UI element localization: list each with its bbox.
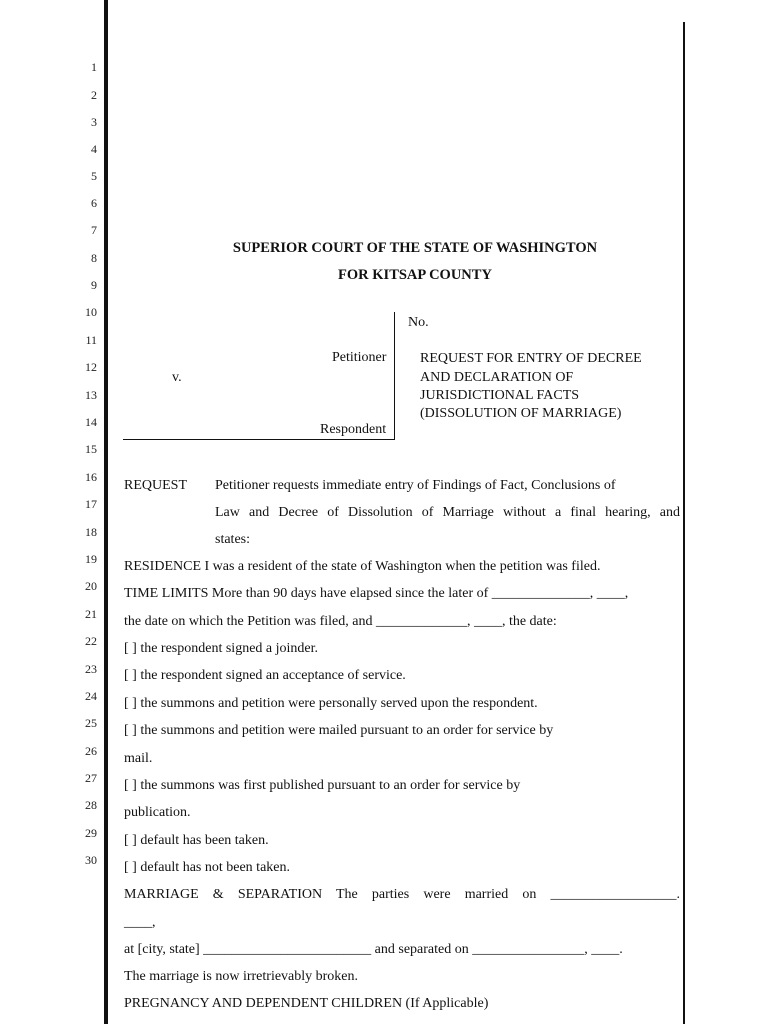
left-margin-rule (104, 0, 108, 1024)
checkbox-option: publication. (124, 805, 191, 820)
checkbox-option: [ ] the summons and petition were mailed pursuant to an order for service by (124, 723, 554, 738)
court-county: FOR KITSAP COUNTY (338, 267, 492, 283)
line-number: 14 (85, 415, 97, 429)
checkbox-option: [ ] default has been taken. (124, 833, 269, 848)
line-number: 13 (85, 388, 97, 402)
line-number: 11 (85, 333, 97, 347)
line-number: 27 (85, 771, 97, 785)
line-number: 30 (85, 853, 97, 867)
line-number: 6 (91, 196, 97, 210)
marriage-paragraph: MARRIAGE & SEPARATION The parties were married on __________________. (124, 887, 680, 902)
time-limits-paragraph: the date on which the Petition was filed, and _____________, ____, the date: (124, 614, 557, 629)
line-number: 8 (91, 251, 97, 265)
line-number: 29 (85, 826, 97, 840)
line-number: 1 (91, 60, 97, 74)
checkbox-option: mail. (124, 751, 153, 766)
line-number: 15 (85, 442, 97, 456)
line-number: 26 (85, 744, 97, 758)
request-text: Law and Decree of Dissolution of Marriage without a final hearing, and (215, 505, 680, 520)
line-number: 16 (85, 470, 97, 484)
line-number: 17 (85, 497, 97, 511)
document-title-line: REQUEST FOR ENTRY OF DECREE (420, 351, 642, 366)
line-number: 28 (85, 798, 97, 812)
document-title-line: (DISSOLUTION OF MARRIAGE) (420, 406, 622, 421)
line-number: 9 (91, 278, 97, 292)
respondent-label: Respondent (320, 422, 387, 437)
caption-vertical-rule (394, 312, 395, 440)
line-number: 23 (85, 662, 97, 676)
line-number: 7 (91, 223, 97, 237)
line-number: 12 (85, 360, 97, 374)
versus-label: v. (172, 370, 182, 385)
line-number: 10 (85, 305, 97, 319)
case-number-label: No. (408, 315, 429, 330)
line-number: 21 (85, 607, 97, 621)
line-number: 25 (85, 716, 97, 730)
checkbox-option: [ ] the summons and petition were personally served upon the respondent. (124, 696, 538, 711)
line-number: 19 (85, 552, 97, 566)
caption-horizontal-rule (123, 439, 395, 440)
request-heading: REQUEST (124, 478, 187, 493)
checkbox-option: [ ] the respondent signed a joinder. (124, 641, 319, 656)
marriage-paragraph: The marriage is now irretrievably broken. (124, 969, 359, 984)
document-title-line: JURISDICTIONAL FACTS (420, 388, 580, 403)
marriage-paragraph: ____, (124, 915, 156, 930)
residence-paragraph: RESIDENCE I was a resident of the state of Washington when the petition was filed. (124, 559, 601, 574)
line-number: 18 (85, 525, 97, 539)
pregnancy-heading: PREGNANCY AND DEPENDENT CHILDREN (If Applicable) (124, 996, 489, 1011)
checkbox-option: [ ] the respondent signed an acceptance of service. (124, 668, 406, 683)
marriage-paragraph: at [city, state] ________________________ and separated on ________________, ____. (124, 942, 623, 957)
request-text: Petitioner requests immediate entry of Findings of Fact, Conclusions of (215, 478, 616, 493)
time-limits-paragraph: TIME LIMITS More than 90 days have elapsed since the later of ______________, ____, (124, 586, 629, 601)
line-number: 2 (91, 88, 97, 102)
line-number: 3 (91, 115, 97, 129)
line-number: 20 (85, 579, 97, 593)
line-number: 4 (91, 142, 97, 156)
checkbox-option: [ ] the summons was first published pursuant to an order for service by (124, 778, 521, 793)
petitioner-label: Petitioner (332, 350, 387, 365)
court-title: SUPERIOR COURT OF THE STATE OF WASHINGTON (232, 240, 598, 256)
line-number: 24 (85, 689, 97, 703)
document-title-line: AND DECLARATION OF (420, 370, 574, 385)
checkbox-option: [ ] default has not been taken. (124, 860, 290, 875)
line-number: 22 (85, 634, 97, 648)
right-margin-rule (683, 22, 685, 1024)
line-number: 5 (91, 169, 97, 183)
request-text: states: (215, 532, 250, 547)
